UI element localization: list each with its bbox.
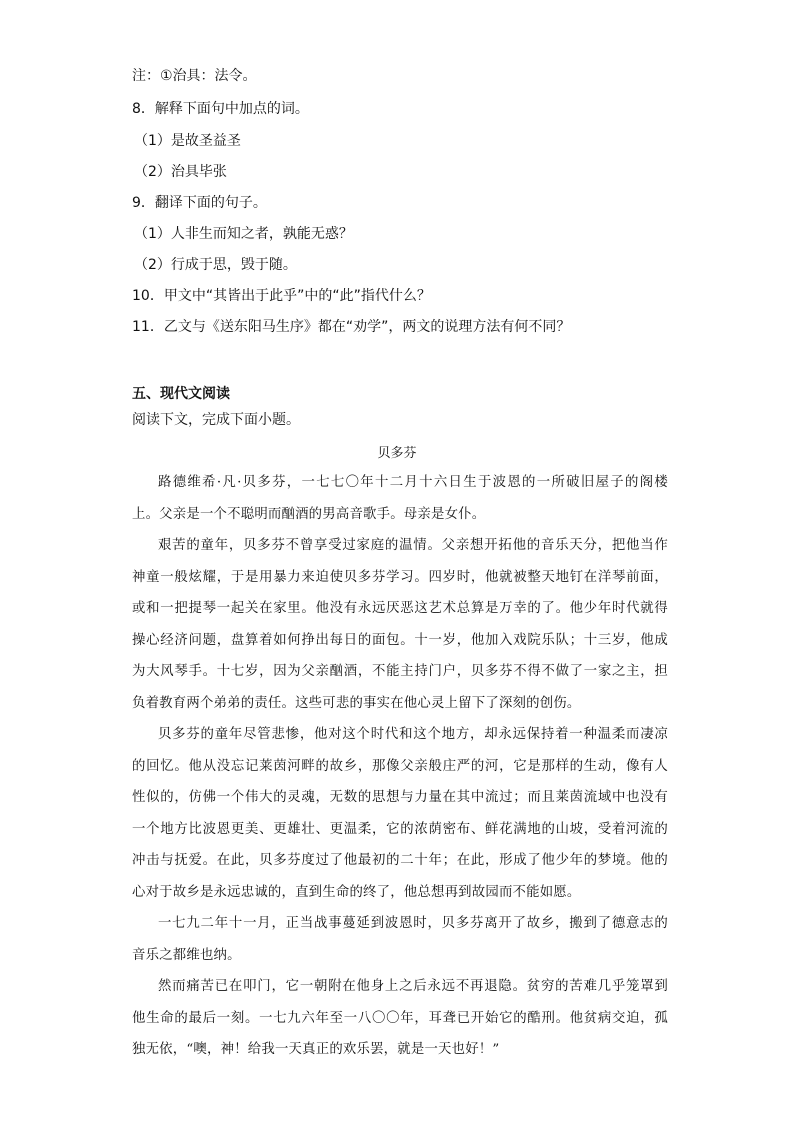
- article-p2-line: 负着教育两个弟弟的责任。这些可悲的事实在他心灵上留下了深刻的创伤。: [132, 695, 581, 711]
- section-instruction: 阅读下文，完成下面小题。: [132, 412, 300, 428]
- question-8: 8．解释下面句中加点的词。: [132, 101, 309, 117]
- question-8-2: （2）治具毕张: [134, 164, 227, 180]
- article-p3-line: 贝多芬的童年尽管悲惨，他对这个时代和这个地方，却永远保持着一种温柔而凄凉: [158, 727, 668, 742]
- article-p2-line: 操心经济问题，盘算着如何挣出每日的面包。十一岁，他加入戏院乐队；十三岁，他成: [132, 632, 668, 648]
- section-heading: 五、现代文阅读: [132, 386, 230, 402]
- question-9-2: （2）行成于思，毁于随。: [134, 257, 297, 273]
- article-p1-line: 路德维希·凡·贝多芬，一七七〇年十二月十六日生于波恩的一所破旧屋子的阁楼: [158, 475, 668, 490]
- article-body: [132, 467, 668, 1066]
- question-11: 11．乙文与《送东阳马生序》都在“劝学”，两文的说理方法有何不同？: [132, 319, 571, 335]
- question-9-1: （1）人非生而知之者，孰能无惑？: [134, 226, 353, 242]
- article-p2-line: 神童一般炫耀，于是用暴力来迫使贝多芬学习。四岁时，他就被整天地钉在洋琴前面，: [132, 569, 668, 585]
- article-p4-line: 一七九二年十一月，正当战事蔓延到波恩时，贝多芬离开了故乡，搬到了德意志的: [158, 916, 668, 931]
- question-10: 10．甲文中“其皆出于此乎”中的“此”指代什么？: [132, 288, 431, 304]
- question-8-1: （1）是故圣益圣: [134, 133, 241, 149]
- article-p3-line: 的回忆。他从没忘记莱茵河畔的故乡，那像父亲般庄严的河，它是那样的生动，像有人: [132, 758, 668, 774]
- article-p2-line: 或和一把提琴一起关在家里。他没有永远厌恶这艺术总算是万幸的了。他少年时代就得: [132, 601, 668, 616]
- question-9: 9．翻译下面的句子。: [132, 195, 267, 211]
- article-p1-line: 上。父亲是一个不聪明而酗酒的男高音歌手。母亲是女仆。: [132, 506, 486, 522]
- note-line: 注：①治具：法令。: [132, 68, 257, 84]
- article-p3-line: 心对于故乡是永远忠诚的，直到生命的终了，他总想再到故园而不能如愿。: [132, 884, 581, 900]
- article-p2-line: 艰苦的童年，贝多芬不曾享受过家庭的温情。父亲想开拓他的音乐天分，把他当作: [158, 538, 668, 553]
- article-p5-line: 他生命的最后一刻。一七九六年至一八〇〇年，耳聋已开始它的酷刑。他贫病交迫，孤: [132, 1010, 668, 1026]
- article-p3-line: 性似的，仿佛一个伟大的灵魂，无数的思想与力量在其中流过；而且莱茵流域中也没有: [132, 790, 668, 805]
- article-p3-line: 冲击与抚爱。在此，贝多芬度过了他最初的二十年；在此，形成了他少年的梦境。他的: [132, 853, 668, 868]
- article-p5-line: 然而痛苦已在叩门，它一朝附在他身上之后永远不再退隐。贫穷的苦难几乎笼罩到: [158, 979, 668, 994]
- article-title: 贝多芬: [377, 446, 417, 461]
- article-p5-line: 独无依，“噢，神！给我一天真正的欢乐罢，就是一天也好！”: [132, 1042, 500, 1057]
- article-p4-line: 音乐之都维也纳。: [132, 947, 241, 963]
- article-p2-line: 为大风琴手。十七岁，因为父亲酗酒，不能主持门户，贝多芬不得不做了一家之主，担: [132, 664, 668, 679]
- article-p3-line: 一个地方比波恩更美、更雄壮、更温柔，它的浓荫密布、鲜花满地的山坡，受着河流的: [132, 821, 668, 837]
